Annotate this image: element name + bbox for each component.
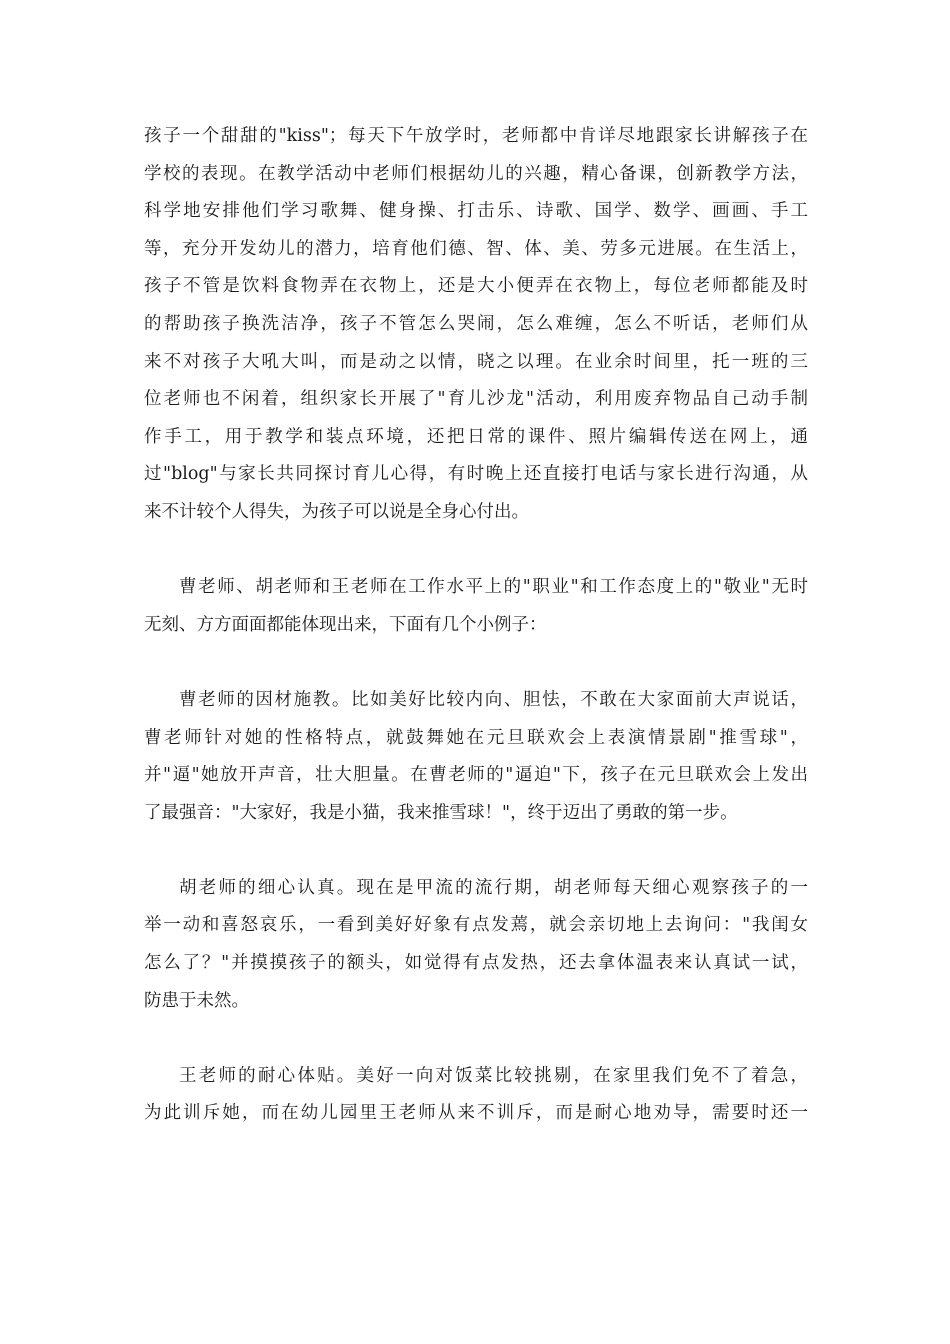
text-line: 曹老师针对她的性格特点，就鼓舞她在元旦联欢会上表演情景剧"推雪球"， <box>144 727 808 748</box>
text-line: 并"逼"她放开声音，壮大胆量。在曹老师的"逼迫"下，孩子在元旦联欢会上发出 <box>144 765 808 786</box>
text-line: 曹老师、胡老师和王老师在工作水平上的"职业"和工作态度上的"敬业"无时 <box>179 577 808 598</box>
text-line: 来不计较个人得失，为孩子可以说是全身心付出。 <box>144 501 529 522</box>
paragraph-gap <box>144 1020 808 1058</box>
paragraph-professionalism <box>144 569 808 644</box>
paragraph-teachers-care <box>144 118 808 532</box>
text-line: 学校的表现。在教学活动中老师们根据幼儿的兴趣，精心备课，创新教学方法， <box>144 163 808 184</box>
paragraph-teacher-cao <box>144 682 808 832</box>
text-line: 胡老师的细心认真。现在是甲流的流行期，胡老师每天细心观察孩子的一 <box>179 877 808 898</box>
paragraph-teacher-wang <box>144 1058 808 1133</box>
text-line: 曹老师的因材施教。比如美好比较内向、胆怯，不敢在大家面前大声说话， <box>179 689 808 710</box>
text-line: 防患于未然。 <box>144 990 249 1011</box>
text-line: 孩子一个甜甜的"kiss"；每天下午放学时，老师都中肯详尽地跟家长讲解孩子在 <box>144 126 808 146</box>
text-line: 为此训斥她，而在幼儿园里王老师从来不训斥，而是耐心地劝导，需要时还一 <box>144 1103 808 1124</box>
text-line: 的帮助孩子换洗洁净，孩子不管怎么哭闹，怎么难缠，怎么不听话，老师们从 <box>144 313 808 334</box>
text-line: 无刻、方方面面都能体现出来，下面有几个小例子： <box>144 614 547 635</box>
text-line: 位老师也不闲着，组织家长开展了"育儿沙龙"活动，利用废弃物品自己动手制 <box>144 389 808 410</box>
text-line: 作手工，用于教学和装点环境，还把日常的课件、照片编辑传送在网上，通 <box>144 426 808 447</box>
text-line: 王老师的耐心体贴。美好一向对饭菜比较挑剔，在家里我们免不了着急， <box>179 1065 808 1086</box>
text-line: 了最强音："大家好，我是小猫，我来推雪球！"，终于迈出了勇敢的第一步。 <box>144 802 738 823</box>
document-body <box>144 118 808 1133</box>
text-line: 过"blog"与家长共同探讨育儿心得，有时晚上还直接打电话与家长进行沟通，从 <box>144 464 808 485</box>
text-line: 来不对孩子大吼大叫，而是动之以情，晓之以理。在业余时间里，托一班的三 <box>144 351 808 372</box>
paragraph-gap <box>144 532 808 570</box>
text-line: 等，充分开发幼儿的潜力，培育他们德、智、体、美、劳多元进展。在生活上， <box>144 238 808 259</box>
paragraph-gap <box>144 832 808 870</box>
paragraph-gap <box>144 644 808 682</box>
text-line: 孩子不管是饮料食物弄在衣物上，还是大小便弄在衣物上，每位老师都能及时 <box>144 276 808 297</box>
text-line: 怎么了？"并摸摸孩子的额头，如觉得有点发热，还去拿体温表来认真试一试， <box>144 953 808 974</box>
paragraph-teacher-hu <box>144 870 808 1020</box>
text-line: 举一动和喜怒哀乐，一看到美好好象有点发蔫，就会亲切地上去询问："我闺女 <box>144 915 808 936</box>
text-line: 科学地安排他们学习歌舞、健身操、打击乐、诗歌、国学、数学、画画、手工 <box>144 201 808 222</box>
